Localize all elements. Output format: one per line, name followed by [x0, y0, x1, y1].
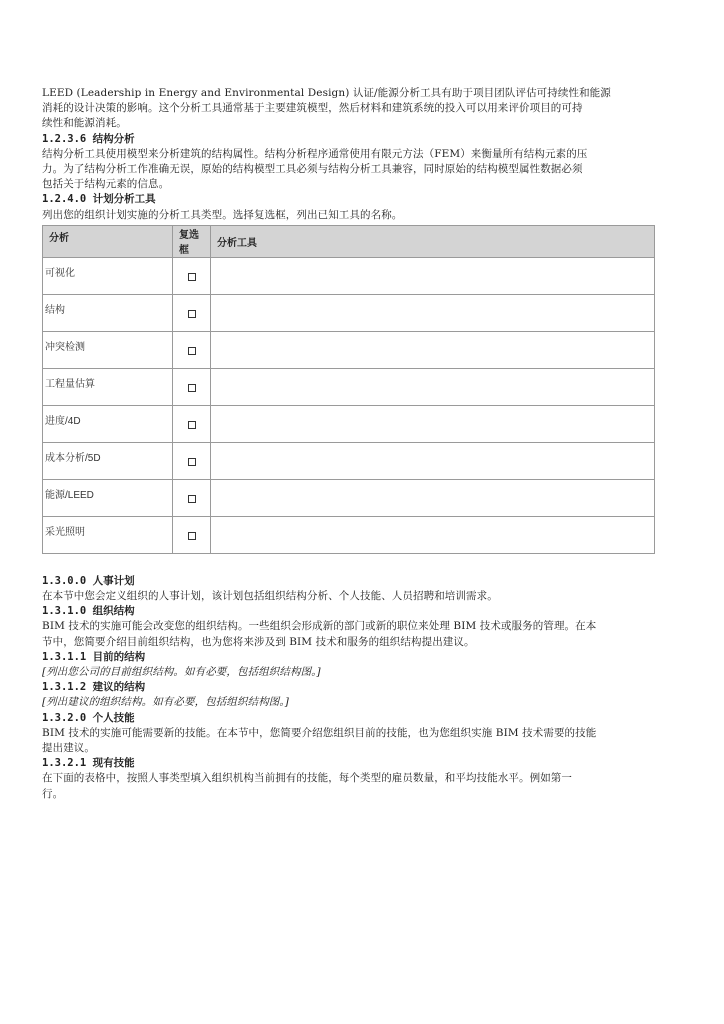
tool-cell[interactable]	[211, 405, 655, 442]
checkbox-cost-5d[interactable]	[188, 458, 196, 466]
row-name: 结构	[43, 294, 173, 331]
tool-cell[interactable]	[211, 368, 655, 405]
table-row	[43, 294, 655, 331]
table-row	[43, 442, 655, 479]
table-row	[43, 257, 655, 294]
table-row	[43, 516, 655, 553]
row-name: 可视化	[43, 257, 173, 294]
section-1312-line-1: [列出建议的组织结构。如有必要，包括组织结构图。]	[42, 696, 289, 709]
tool-cell[interactable]	[211, 294, 655, 331]
checkbox-daylighting[interactable]	[188, 532, 196, 540]
analysis-tools-table	[42, 225, 655, 554]
section-1320-line-1: BIM 技术的实施可能需要新的技能。在本节中，您简要介绍您组织目前的技能，也为您组织实施 BIM 技术需要的技能	[42, 726, 597, 739]
intro-line-1: LEED (Leadership in Energy and Environmental Design) 认证/能源分析工具有助于项目团队评估可持续性和能源	[42, 87, 611, 99]
row-name: 工程量估算	[43, 368, 173, 405]
table-row	[43, 405, 655, 442]
section-1321-line-1: 在下面的表格中，按照人事类型填入组织机构当前拥有的技能，每个类型的雇员数量，和平均技能水平。例如第一	[42, 772, 572, 785]
header-analysis-tool: 分析工具	[211, 225, 655, 257]
row-name: 冲突检测	[43, 331, 173, 368]
header-analysis: 分析	[43, 225, 173, 257]
heading-1300: 1.3.0.0 人事计划	[42, 574, 135, 587]
heading-1312: 1.3.1.2 建议的结构	[42, 681, 146, 694]
row-name: 能源/LEED	[43, 479, 173, 516]
intro-line-2: 消耗的设计决策的影响。这个分析工具通常基于主要建筑模型，然后材料和建筑系统的投入可以用来评价项目的可持	[42, 102, 583, 115]
checkbox-energy-leed[interactable]	[188, 495, 196, 503]
tool-cell[interactable]	[211, 331, 655, 368]
heading-1321: 1.3.2.1 现有技能	[42, 757, 135, 770]
heading-1310: 1.3.1.0 组织结构	[42, 605, 135, 618]
row-name: 进度/4D	[43, 405, 173, 442]
tool-cell[interactable]	[211, 442, 655, 479]
row-name: 成本分析/5D	[43, 442, 173, 479]
table-row	[43, 368, 655, 405]
section-1236-line-1: 结构分析工具使用模型来分析建筑的结构属性。结构分析程序通常使用有限元方法（FEM）来衡量所有结构元素的压	[42, 147, 588, 160]
tool-cell[interactable]	[211, 257, 655, 294]
section-1321-line-2: 行。	[42, 787, 64, 800]
intro-line-3: 续性和能源消耗。	[42, 117, 127, 130]
checkbox-quantity-takeoff[interactable]	[188, 384, 196, 392]
table-row	[43, 331, 655, 368]
checkbox-schedule-4d[interactable]	[188, 421, 196, 429]
section-1236-line-2: 力。为了结构分析工作准确无误，原始的结构模型工具必须与结构分析工具兼容，同时原始的结构模型属性数据必须	[42, 163, 583, 176]
table-row	[43, 479, 655, 516]
table-header-row	[43, 225, 655, 257]
checkbox-structure[interactable]	[188, 310, 196, 318]
section-1236-line-3: 包括关于结构元素的信息。	[42, 178, 170, 191]
heading-1311: 1.3.1.1 目前的结构	[42, 650, 146, 663]
tool-cell[interactable]	[211, 479, 655, 516]
section-1310-line-1: BIM 技术的实施可能会改变您的组织结构。一些组织会形成新的部门或新的职位来处理 BIM 技术或服务的管理。在本	[42, 620, 597, 633]
header-checkbox: 复选框	[173, 225, 211, 257]
heading-1320: 1.3.2.0 个人技能	[42, 711, 135, 724]
document-page	[42, 86, 682, 802]
checkbox-clash-detection[interactable]	[188, 347, 196, 355]
checkbox-visualization[interactable]	[188, 273, 196, 281]
row-name: 采光照明	[43, 516, 173, 553]
section-1240-line-1: 列出您的组织计划实施的分析工具类型。选择复选框，列出已知工具的名称。	[42, 208, 403, 221]
tool-cell[interactable]	[211, 516, 655, 553]
heading-1236: 1.2.3.6 结构分析	[42, 132, 135, 145]
heading-1240: 1.2.4.0 计划分析工具	[42, 193, 156, 206]
section-1320-line-2: 提出建议。	[42, 742, 95, 755]
section-1300-line-1: 在本节中您会定义组织的人事计划，该计划包括组织结构分析、个人技能、人员招聘和培训需求。	[42, 590, 498, 603]
section-1311-line-1: [列出您公司的目前组织结构。如有必要，包括组织结构图。]	[42, 666, 321, 679]
section-1310-line-2: 节中，您简要介绍目前组织结构，也为您将来涉及到 BIM 技术和服务的组织结构提出建议。	[42, 635, 475, 648]
